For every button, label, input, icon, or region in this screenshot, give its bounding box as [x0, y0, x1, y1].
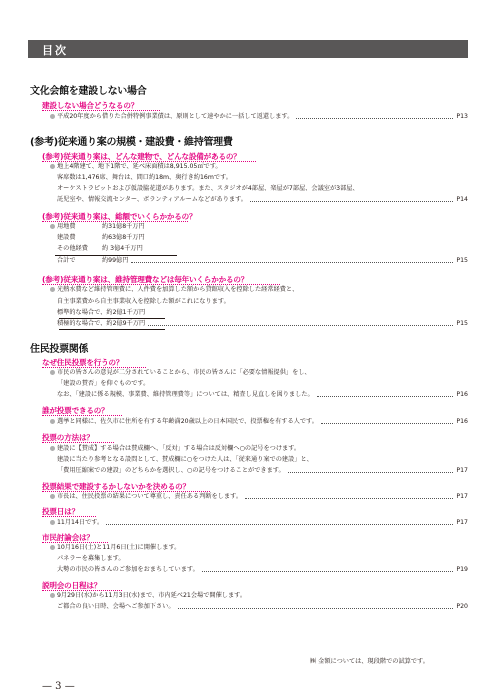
divider [42, 221, 188, 222]
page-reference: P16 [456, 391, 468, 398]
body-line: 9月29日(水)から11月3日(水)まで、市内延べ21会場で開催します。 [50, 592, 246, 600]
contents-title: 目次 [42, 44, 68, 57]
toc-entry[interactable]: なお、「建設に係る規模、事業費、維持管理費等」については、精査し見直しを図りました。 P16 [57, 391, 468, 398]
page-reference: P16 [456, 418, 468, 425]
toc-entry[interactable]: 市長は、住民投票の結果について尊重し、責任ある判断をします。 P17 [50, 493, 468, 501]
dot-leader [148, 325, 453, 326]
bullet-icon [50, 224, 55, 229]
bullet-icon [50, 370, 55, 375]
section-title-referendum: 住民投票関係 [30, 344, 89, 355]
toc-entry[interactable]: 積極的な場合で、約2億9千万円 P15 [57, 320, 468, 327]
page-reference: P17 [456, 519, 468, 526]
question-heading: (参考)従来通り案は、総額でいくらかかるの？ [42, 212, 197, 221]
body-line: 自主事業費から自主事業収入を控除した額がこれになります。 [57, 298, 230, 305]
question-heading: 建設しない場合どうなるの？ [42, 101, 139, 110]
dot-leader [178, 608, 454, 609]
section-title-reference-plan: (参考)従来通り案の規模・建設費・維持管理費 [30, 137, 233, 148]
toc-entry[interactable]: 選挙と同様に、佐久市に住所を有する年齢満20歳以上の日本国民で、投票権を有する人です。 P16 [50, 418, 468, 426]
divider [42, 367, 146, 368]
page-reference: P14 [456, 196, 468, 203]
divider [42, 590, 122, 591]
bullet-icon [50, 419, 55, 424]
question-heading: 市民討論会は？ [42, 533, 94, 542]
contents-header-bar [28, 40, 468, 58]
bullet-icon [50, 446, 55, 451]
page-reference: P17 [456, 467, 468, 474]
toc-entry[interactable]: 11月14日です。 P17 [50, 519, 468, 527]
question-heading: なぜ住民投票を行うの？ [42, 358, 124, 367]
body-line: 光熱水費など維持管理費に、人件費を加算した額から貸館収入を控除した経常経費と、 [50, 286, 298, 294]
question-heading: (参考)従来通り案は、維持管理費などは毎年いくらかかるの？ [42, 275, 249, 284]
bullet-icon [50, 494, 55, 499]
divider [42, 542, 108, 543]
body-line: 建設に当たり参考となる設問として、賛成欄に○をつけた人は、「従来通り案での建設」と、 [57, 456, 313, 463]
dot-leader [317, 396, 454, 397]
page-reference: P19 [456, 566, 468, 573]
body-line: 建設に【賛成】する場合は賛成欄へ、「反対」する場合は反対欄へ○の記号をつけます。 [50, 445, 300, 453]
page-reference: P15 [456, 320, 468, 327]
body-line: 10月16日(土)と11月6日(土)に開催します。 [50, 544, 180, 552]
dot-leader [250, 201, 453, 202]
body-line: 市民の皆さんの意見が二分されていることから、市民の皆さんに「必要な情報提供」をし、 [50, 369, 311, 377]
toc-entry[interactable]: 「費用圧縮案での建設」のどちらかを選択し、○の記号をつけることができます。 P17 [57, 467, 468, 474]
body-line: パネラーを募集します。 [57, 555, 125, 562]
divider [42, 161, 256, 162]
toc-entry[interactable]: 大勢の市民の皆さんのご参加をおまちしています。 P19 [57, 566, 468, 573]
toc-entry[interactable]: 平成20年度から借りた合併特例事業債は、原則として速やかに一括して返還します。 P13 [50, 113, 468, 121]
divider [42, 491, 210, 492]
body-line: 標準的な場合で、約2億1千万円 [57, 309, 146, 316]
toc-entry[interactable]: ご都合の良い日時、会場へご参加下さい。 P20 [57, 603, 468, 610]
page-reference: P15 [456, 257, 468, 264]
divider [42, 516, 96, 517]
divider [42, 284, 280, 285]
question-heading: 投票結果で建設するかしないかを決めるの？ [42, 482, 190, 491]
underline [59, 318, 165, 319]
underline [59, 329, 165, 330]
bullet-icon [50, 520, 55, 525]
dot-leader [202, 571, 454, 572]
page-number: — 3 — [42, 681, 75, 692]
cost-row: その他経費 約 3億4千万円 [57, 245, 143, 252]
question-heading: 誰が投票できるの？ [42, 406, 109, 415]
page-reference: P17 [456, 493, 468, 500]
section-title-no-construction: 文化会館を建設しない場合 [30, 86, 147, 97]
toc-entry[interactable]: 合計で 約99億円 P15 [57, 257, 468, 264]
dot-leader [288, 472, 454, 473]
dot-leader [321, 423, 453, 424]
bullet-icon [50, 287, 55, 292]
body-line: 客席数は1,476席、舞台は、間口約18m、奥行き約16mです。 [57, 174, 232, 181]
dot-leader [296, 118, 453, 119]
divider [42, 442, 114, 443]
question-heading: 説明会の日程は？ [42, 581, 102, 590]
body-line: 地上4階建て、地下1階で、延べ床面積は8,915.05㎡です。 [50, 163, 222, 171]
divider [42, 415, 122, 416]
sum-line [55, 255, 177, 256]
toc-entry[interactable]: 託児室や、情報交流センター、ボランティアルームなどがあります。 P14 [57, 196, 468, 203]
page-reference: P20 [456, 603, 468, 610]
bullet-icon [50, 545, 55, 550]
body-line: 「建設の賛否」を仰ぐものです。 [57, 380, 150, 387]
divider [42, 110, 160, 111]
bullet-icon [50, 164, 55, 169]
page-reference: P13 [456, 113, 468, 120]
body-line: オーケストラピットおよび仮設脇花道があります。また、スタジオが4部屋、楽屋が7部屋、会議室が3部屋、 [57, 185, 359, 192]
bullet-icon [50, 593, 55, 598]
bullet-icon [50, 114, 55, 119]
question-heading: (参考)従来通り案は、どんな建物で、どんな設備があるの？ [42, 152, 241, 161]
cost-row: 建設費 約63億8千万円 [57, 234, 145, 241]
question-heading: 投票日は？ [42, 507, 79, 516]
dot-leader [131, 262, 453, 263]
dot-leader [245, 498, 453, 499]
footnote: ㈱ 金額については、現段階での試算です。 [310, 658, 429, 665]
dot-leader [106, 524, 453, 525]
question-heading: 投票の方法は？ [42, 433, 94, 442]
cost-row: 用地費 約31億8千万円 [50, 223, 145, 231]
